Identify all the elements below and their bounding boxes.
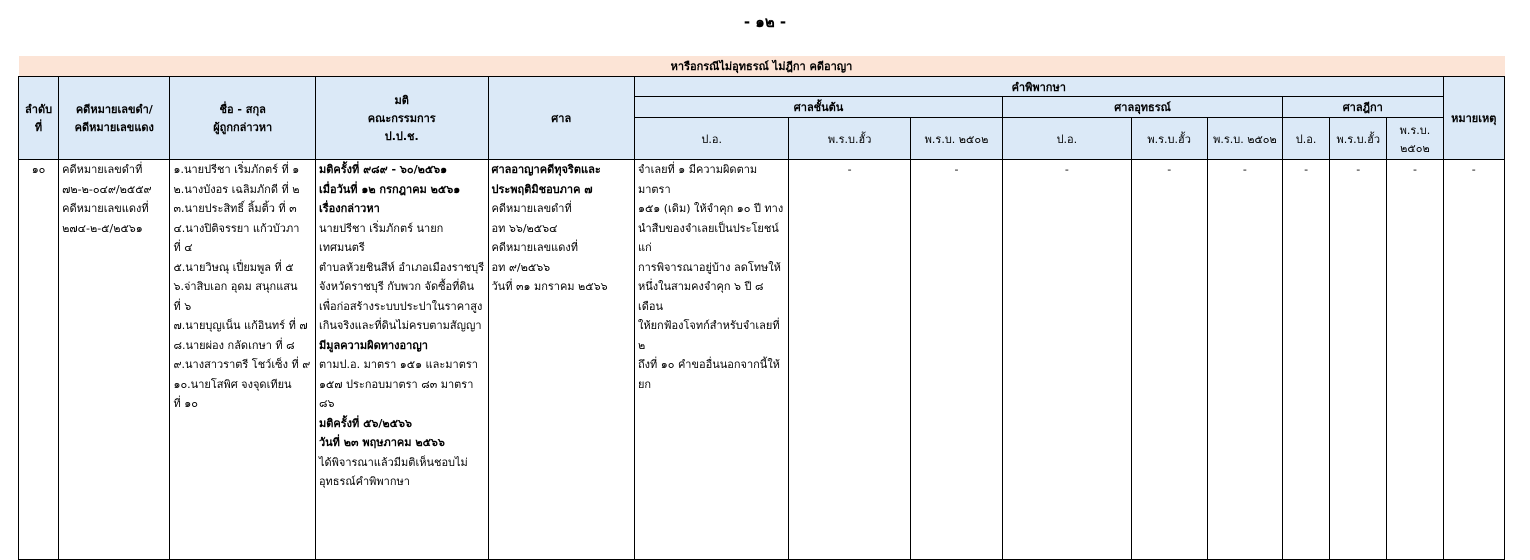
header-supreme-prb-hua: พ.ร.บ.ฮั้ว bbox=[1330, 118, 1387, 160]
cell-appeal-prb-2502: - bbox=[1207, 160, 1282, 560]
resolution-line: เรื่องกล่าวหา bbox=[318, 202, 380, 215]
resolution-line: เมื่อวันที่ ๑๒ กรกฎาคม ๒๕๖๑ bbox=[318, 182, 461, 196]
cell-case-number bbox=[59, 160, 170, 560]
header-appeal-prb-hua: พ.ร.บ.ฮั้ว bbox=[1131, 118, 1207, 160]
header-supreme-po: ป.อ. bbox=[1283, 118, 1330, 160]
resolution-line: มีมูลความผิดทางอาญา bbox=[318, 338, 428, 352]
name-line: ที่ ๑๐ bbox=[173, 397, 198, 410]
cell-first-court-po bbox=[634, 160, 789, 560]
name-line: ที่ ๖ bbox=[173, 299, 192, 313]
judgment-line: ๑๕๑ (เดิม) ให้จำคุก ๑๐ ปี ทาง bbox=[637, 202, 784, 215]
name-line: ๖.จ่าสิบเอก อุดม สนุกแสน bbox=[173, 280, 298, 293]
resolution-line: วันที่ ๒๓ พฤษภาคม ๒๕๖๖ bbox=[318, 436, 445, 449]
name-line: ๒.นางบังอร เฉลิมภักดี ที่ ๒ bbox=[173, 182, 300, 196]
name-line: ๘.นายผ่อง กลัดเกษา ที่ ๘ bbox=[173, 338, 295, 352]
name-line: ๔.นางปิติจรรยา แก้วบัวภา bbox=[173, 221, 300, 235]
resolution-line: ๑๕๗ ประกอบมาตรา ๘๓ มาตรา ๘๖ bbox=[318, 377, 474, 410]
court-line: ประพฤติมิชอบภาค ๗ bbox=[491, 182, 593, 196]
resolution-line: มติครั้งที่ ๙๘๙ - ๖๐/๒๕๖๑ bbox=[318, 163, 448, 176]
resolution-line: ได้พิจารณาแล้วมีมติเห็นชอบไม่ bbox=[318, 455, 468, 469]
cell-accused-names bbox=[170, 160, 315, 560]
header-seq: ลำดับ ที่ bbox=[19, 77, 59, 160]
cell-appeal-po: - bbox=[1003, 160, 1131, 560]
court-line: คดีหมายเลขดำที่ bbox=[491, 202, 572, 215]
resolution-line: ตามป.อ. มาตรา ๑๕๑ และมาตรา bbox=[318, 358, 478, 371]
case-line: ๗๒-๒-๐๔๙/๒๕๕๙ bbox=[62, 182, 152, 196]
cell-resolution bbox=[315, 160, 488, 560]
table-title: หารือกรณีไม่อุทธรณ์ ไม่ฎีกา คดีอาญา bbox=[19, 56, 1505, 77]
court-line: อท ๙/๒๕๖๖ bbox=[491, 260, 551, 274]
cell-first-prb-hua: - bbox=[789, 160, 910, 560]
cell-appeal-prb-hua: - bbox=[1131, 160, 1207, 560]
resolution-line: อุทธรณ์คำพิพากษา bbox=[318, 475, 410, 488]
header-appeal-court: ศาลอุทธรณ์ bbox=[1003, 97, 1283, 118]
cell-remark: - bbox=[1443, 160, 1504, 560]
cell-supreme-po: - bbox=[1283, 160, 1330, 560]
header-appeal-po: ป.อ. bbox=[1003, 118, 1131, 160]
cell-supreme-prb-2502: - bbox=[1387, 160, 1443, 560]
resolution-line: เกินจริงและที่ดินไม่ครบตามสัญญา bbox=[318, 319, 482, 332]
header-supreme-court: ศาลฎีกา bbox=[1283, 97, 1443, 118]
judgment-line: จำเลยที่ ๑ มีความผิดตามมาตรา bbox=[637, 163, 758, 196]
case-line: ๒๗๔-๒-๕/๒๕๖๑ bbox=[62, 221, 143, 235]
resolution-line: นายปรีชา เริ่มภักตร์ นายกเทศมนตรี bbox=[318, 221, 444, 254]
header-supreme-prb-2502: พ.ร.บ. ๒๕๐๒ bbox=[1387, 118, 1443, 160]
name-line: ๗.นายบุญเน็น แก้อินทร์ ที่ ๗ bbox=[173, 319, 308, 332]
cell-supreme-prb-hua: - bbox=[1330, 160, 1387, 560]
name-line: ๓.นายประสิทธิ์ ลิ้มติ้ว ที่ ๓ bbox=[173, 202, 297, 215]
name-line: ๑๐.นายโสพิศ จงจุดเทียน bbox=[173, 377, 292, 391]
judgment-line: การพิจารณาอยู่บ้าง ลดโทษให้ bbox=[637, 260, 781, 274]
header-first-prb-hua: พ.ร.บ.ฮั้ว bbox=[789, 118, 910, 160]
cell-first-prb-2502: - bbox=[910, 160, 1002, 560]
judgment-line: นำสืบของจำเลยเป็นประโยชน์แก่ bbox=[637, 221, 779, 254]
header-judgment: คำพิพากษา bbox=[634, 77, 1443, 97]
resolution-line: ตำบลห้วยชินสีห์ อำเภอเมืองราชบุรี bbox=[318, 260, 485, 274]
case-line: คดีหมายเลขดำที่ bbox=[62, 163, 143, 176]
resolution-line: จังหวัดราชบุรี กับพวก จัดซื้อที่ดิน bbox=[318, 280, 475, 293]
judgment-line: ให้ยกฟ้องโจทก์สำหรับจำเลยที่ ๒ bbox=[637, 319, 780, 352]
name-line: ๕.นายวิษณุ เปี่ยมพูล ที่ ๕ bbox=[173, 260, 294, 274]
case-line: คดีหมายเลขแดงที่ bbox=[62, 202, 149, 215]
court-line: ศาลอาญาคดีทุจริตและ bbox=[491, 163, 601, 176]
header-first-court: ศาลชั้นต้น bbox=[634, 97, 1002, 118]
name-line: ๑.นายปรีชา เริ่มภักตร์ ที่ ๑ bbox=[173, 163, 300, 176]
header-first-po: ป.อ. bbox=[634, 118, 789, 160]
header-appeal-prb-2502: พ.ร.บ. ๒๕๐๒ bbox=[1207, 118, 1282, 160]
header-first-prb-2502: พ.ร.บ. ๒๕๐๒ bbox=[910, 118, 1002, 160]
court-line: คดีหมายเลขแดงที่ bbox=[491, 241, 579, 254]
cell-seq: ๑๐ bbox=[19, 160, 59, 560]
cell-court bbox=[488, 160, 634, 560]
judgment-line: หนึ่งในสามคงจำคุก ๖ ปี ๘ เดือน bbox=[637, 280, 764, 313]
page-number: - ๑๒ - bbox=[743, 13, 787, 31]
header-remark: หมายเหตุ bbox=[1443, 77, 1504, 160]
table-row bbox=[19, 160, 1505, 560]
case-table bbox=[18, 56, 1505, 560]
name-line: ที่ ๔ bbox=[173, 241, 193, 254]
name-line: ๙.นางสาวราตรี โชว์เซ็ง ที่ ๙ bbox=[173, 358, 311, 371]
resolution-line: มติครั้งที่ ๕๖/๒๕๖๖ bbox=[318, 416, 412, 430]
header-case-number: คดีหมายเลขดำ/ คดีหมายเลขแดง bbox=[59, 77, 170, 160]
court-line: อท ๖๖/๒๕๖๔ bbox=[491, 221, 558, 235]
header-court: ศาล bbox=[488, 77, 634, 160]
header-resolution: มติ คณะกรรมการ ป.ป.ช. bbox=[315, 77, 488, 160]
header-accused-name: ชื่อ - สกุล ผู้ถูกกล่าวหา bbox=[170, 77, 315, 160]
resolution-line: เพื่อก่อสร้างระบบประปาในราคาสูง bbox=[318, 299, 483, 313]
judgment-line: ถึงที่ ๑๐ คำขออื่นนอกจากนี้ให้ยก bbox=[637, 358, 780, 391]
court-line: วันที่ ๓๑ มกราคม ๒๕๖๖ bbox=[491, 280, 608, 293]
